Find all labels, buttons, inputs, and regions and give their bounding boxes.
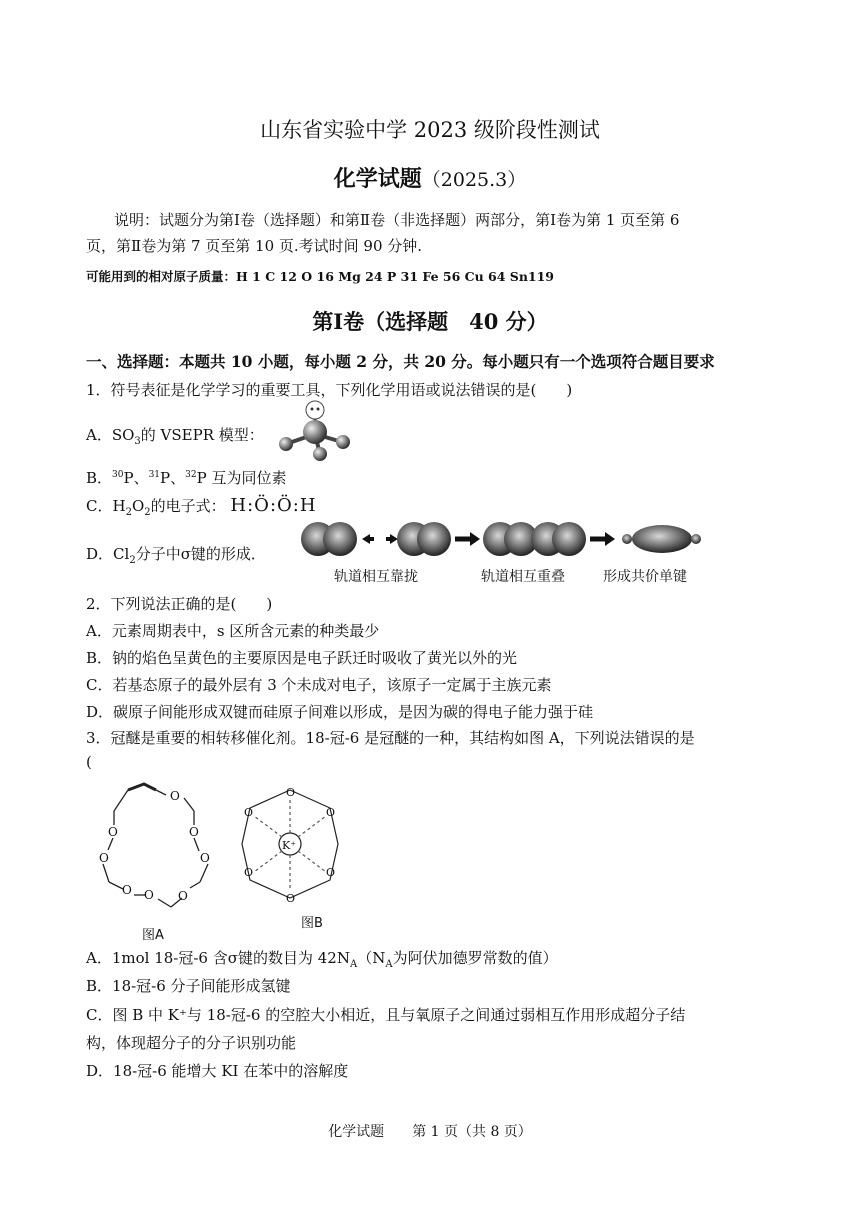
atomic-masses: 可能用到的相对原子质量：H 1 C 12 O 16 Mg 24 P 31 Fe 56 Cu 64 Sn119 (86, 269, 555, 284)
q1-option-b: B．$^{30}$P、$^{31}$P、$^{32}$P 互为同位素 (86, 469, 287, 487)
q3-stem: 3．冠醚是重要的相转移催化剂。18-冠-6 是冠醚的一种，其结构如图 A，下列说法错误的是 (86, 729, 695, 747)
so3-vsepr-model-image (270, 398, 360, 462)
q3-option-c-line2: 构，体现超分子的分子识别功能 (86, 1034, 297, 1052)
intro-line-1: 说明：试题分为第Ⅰ卷（选择题）和第Ⅱ卷（非选择题）两部分，第Ⅰ卷为第 1 页至第 6 (114, 211, 680, 229)
svg-text:O: O (122, 883, 132, 897)
q1-stem: 1．符号表征是化学学习的重要工具，下列化学用语或说法错误的是( ) (86, 381, 573, 399)
figure-b-label: 图B (301, 916, 323, 931)
svg-text:O: O (108, 825, 118, 839)
cl2-sigma-bond-diagram (300, 518, 710, 564)
exam-date: （2025.3） (421, 169, 527, 191)
svg-text:O: O (189, 825, 199, 839)
svg-text:O: O (286, 892, 296, 905)
svg-text:O: O (326, 866, 336, 879)
footer-page: 第 1 页（共 8 页） (412, 1124, 532, 1140)
svg-text:O: O (178, 889, 188, 903)
subject-title (0, 162, 860, 193)
svg-text:O: O (170, 789, 180, 803)
q2-option-b: B．钠的焰色呈黄色的主要原因是电子跃迁时吸收了黄光以外的光 (86, 649, 518, 667)
caption-bond: 形成共价单键 (603, 569, 687, 585)
svg-text:O: O (144, 888, 154, 902)
part1-header: 一、选择题：本题共 10 小题，每小题 2 分，共 20 分。每小题只有一个选项符合题目要求 (86, 352, 715, 371)
q1-option-a: A．$SO_3$的 VSEPR 模型： (86, 426, 264, 447)
footer-subject: 化学试题 (328, 1124, 385, 1140)
exam-title: 山东省实验中学 2023 级阶段性测试 (260, 118, 600, 142)
q3-option-d: D．18-冠-6 能增大 KI 在苯中的溶解度 (86, 1062, 349, 1080)
q2-option-d: D．碳原子间能形成双键而硅原子间难以形成，是因为碳的得电子能力强于硅 (86, 703, 594, 721)
q2-option-c: C．若基态原子的最外层有 3 个未成对电子，该原子一定属于主族元素 (86, 676, 552, 694)
figure-a-crown-ether (86, 778, 226, 918)
svg-text:O: O (326, 806, 336, 819)
caption-approach: 轨道相互靠拢 (334, 569, 418, 585)
q1-option-c: C．$H_2O_2$的电子式： H:Ö:Ö:H (86, 495, 317, 518)
subject-name: 化学试题 (333, 166, 422, 192)
section-title: 第Ⅰ卷（选择题 40 分） (312, 309, 548, 334)
svg-text:O: O (244, 866, 254, 879)
q1-option-d: D．$Cl_2$分子中σ键的形成． (86, 545, 266, 566)
page-footer (0, 1121, 860, 1141)
caption-overlap: 轨道相互重叠 (481, 569, 565, 585)
svg-text:O: O (200, 851, 210, 865)
q3-option-a: A．1mol 18-冠-6 含σ键的数目为 $42N_A(N_A$为阿伏加德罗常数的值） (86, 949, 558, 970)
q3-option-c-line1: C．图 B 中 K⁺与 18-冠-6 的空腔大小相近，且与氧原子之间通过弱相互作用形成超分子结 (86, 1006, 686, 1024)
h2o2-electron-formula: H:Ö:Ö:H (230, 495, 317, 516)
k-ion-label: K⁺ (282, 839, 297, 852)
q2-stem: 2．下列说法正确的是( ) (86, 595, 273, 613)
q2-option-a: A．元素周期表中，s 区所含元素的种类最少 (86, 622, 380, 640)
q3-stem-cont: ( (86, 753, 92, 771)
figure-a-label: 图A (142, 928, 164, 943)
intro-line-2: 页，第Ⅱ卷为第 7 页至第 10 页.考试时间 90 分钟. (86, 237, 423, 255)
q3-option-b: B．18-冠-6 分子间能形成氢键 (86, 977, 291, 995)
figure-b-crown-ether-k-complex (226, 780, 354, 910)
svg-text:O: O (286, 786, 296, 799)
svg-text:O: O (244, 806, 254, 819)
svg-text:O: O (99, 851, 109, 865)
